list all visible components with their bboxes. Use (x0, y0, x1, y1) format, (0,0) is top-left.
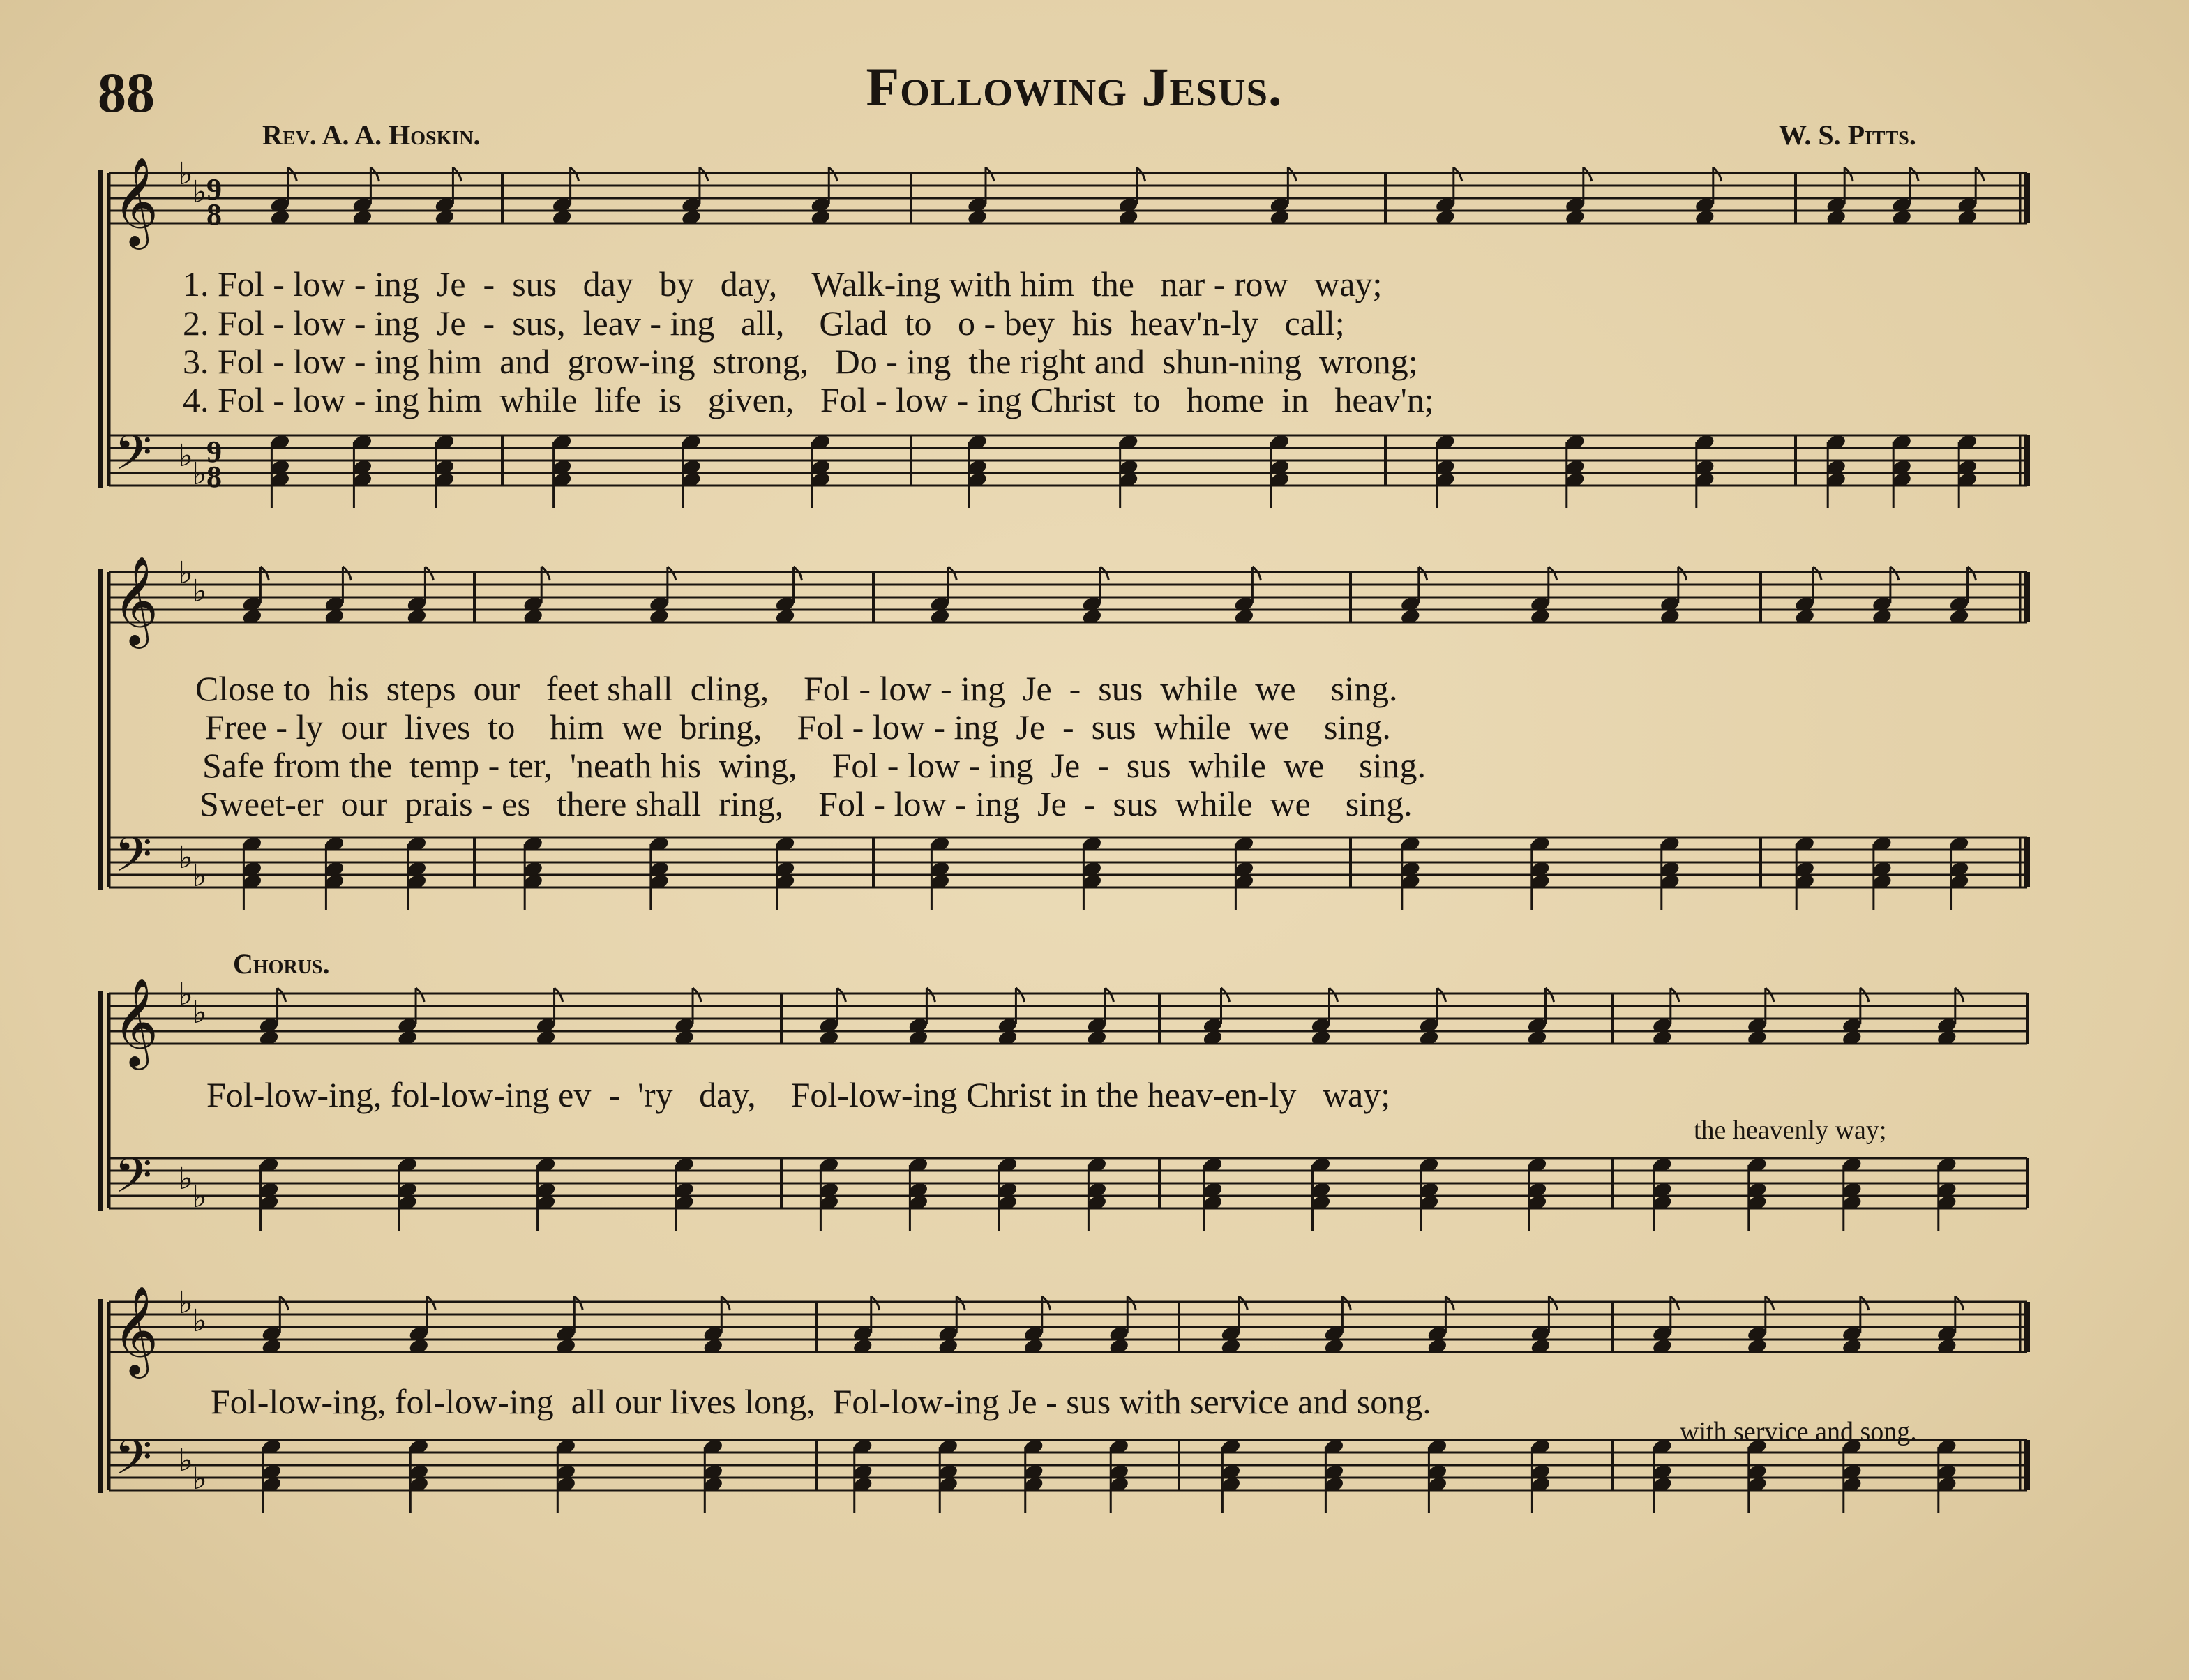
note-flag (555, 988, 563, 1002)
flat-icon: ♭ (193, 573, 207, 609)
chorus-line-1: Fol-low-ing, fol-low-ing ev - 'ry day, Fol-low-ing Christ in the heav-en-ly way; (206, 1075, 1391, 1114)
note-flag (1766, 988, 1774, 1002)
note-flag (948, 567, 956, 580)
note-flag (1100, 567, 1108, 580)
note-flag (1342, 1296, 1351, 1310)
chorus-echo-2: with service and song. (1680, 1417, 1917, 1446)
note-flag (837, 988, 845, 1002)
treble-clef-icon: 𝄞 (113, 977, 159, 1066)
flat-icon: ♭ (193, 1461, 207, 1497)
note-flag (700, 167, 708, 181)
note-flag (280, 1296, 288, 1310)
bass-clef-icon: 𝄢 (114, 424, 153, 493)
bass-clef-icon: 𝄢 (114, 1429, 153, 1497)
note-flag (1955, 1296, 1964, 1310)
note-flag (1860, 1296, 1869, 1310)
note-flag (1330, 988, 1338, 1002)
bass-clef-icon: 𝄢 (114, 826, 153, 894)
chorus-label: Chorus. (233, 948, 330, 980)
note-flag (986, 167, 994, 181)
note-flag (288, 167, 296, 181)
verse-2-line-2: Free - ly our lives to him we bring, Fol - low - ing Je - sus while we sing. (205, 707, 1391, 747)
flat-icon: ♭ (179, 1443, 193, 1478)
note-flag (1252, 567, 1261, 580)
flat-icon: ♭ (179, 156, 193, 192)
flat-icon: ♭ (179, 840, 193, 876)
chorus-line-2: Fol-low-ing, fol-low-ing all our lives long, Fol-low-ing Je - sus with service and song. (211, 1382, 1431, 1421)
flat-icon: ♭ (193, 456, 207, 492)
note-flag (956, 1296, 965, 1310)
verse-3-line-2: Safe from the temp - ter, 'neath his wing, Fol - low - ing Je - sus while we sing. (202, 746, 1426, 785)
note-flag (1976, 167, 1984, 181)
note-flag (1419, 567, 1427, 580)
note-flag (1671, 1296, 1679, 1310)
flat-icon: ♭ (179, 1161, 193, 1197)
flat-icon: ♭ (179, 555, 193, 591)
note-flag (1910, 167, 1918, 181)
verse-4-line-1: 4. Fol - low - ing him while life is given, Fol - low - ing Christ to home in heav'n; (183, 380, 1434, 419)
note-flag (1860, 988, 1869, 1002)
note-flag (794, 567, 802, 580)
chorus-echo-1: the heavenly way; (1694, 1116, 1887, 1145)
note-flag (668, 567, 676, 580)
note-flag (1671, 988, 1679, 1002)
page-number: 88 (98, 61, 155, 124)
treble-clef-icon: 𝄞 (113, 555, 159, 645)
note-flag (571, 167, 579, 181)
flat-icon: ♭ (179, 977, 193, 1012)
note-flag (1445, 1296, 1454, 1310)
note-flag (1766, 1296, 1774, 1310)
note-flag (1016, 988, 1024, 1002)
note-flag (1288, 167, 1296, 181)
note-flag (693, 988, 701, 1002)
note-flag (425, 567, 433, 580)
note-flag (1549, 567, 1557, 580)
flat-icon: ♭ (193, 174, 207, 210)
verse-2-line-1: 2. Fol - low - ing Je - sus, leav - ing all, Glad to o - bey his heav'n-ly call; (183, 303, 1345, 343)
composer-credit: W. S. Pitts. (1779, 119, 1916, 151)
verse-3-line-1: 3. Fol - low - ing him and grow-ing strong, Do - ing the right and shun-ning wrong; (183, 342, 1418, 381)
treble-clef-icon: 𝄞 (113, 156, 159, 246)
note-flag (1221, 988, 1230, 1002)
note-flag (1890, 567, 1899, 580)
note-flag (1546, 988, 1554, 1002)
note-flag (1955, 988, 1964, 1002)
note-flag (1549, 1296, 1557, 1310)
flat-icon: ♭ (193, 858, 207, 894)
flat-icon: ♭ (193, 995, 207, 1030)
note-flag (370, 167, 379, 181)
flat-icon: ♭ (193, 1179, 207, 1215)
note-flag (721, 1296, 730, 1310)
verse-4-line-2: Sweet-er our prais - es there shall ring, Fol - low - ing Je - sus while we sing. (200, 784, 1413, 823)
flat-icon: ♭ (193, 1303, 207, 1339)
note-flag (541, 567, 550, 580)
note-flag (829, 167, 837, 181)
bass-clef-icon: 𝄢 (114, 1147, 153, 1215)
note-flag (871, 1296, 880, 1310)
time-signature-top: 9 (206, 172, 222, 207)
time-signature-bottom: 8 (206, 197, 222, 232)
note-flag (1438, 988, 1446, 1002)
note-flag (1584, 167, 1592, 181)
note-flag (926, 988, 935, 1002)
flat-icon: ♭ (179, 438, 193, 474)
note-flag (1678, 567, 1687, 580)
note-flag (1239, 1296, 1247, 1310)
note-flag (574, 1296, 582, 1310)
treble-clef-icon: 𝄞 (113, 1285, 159, 1374)
note-flag (260, 567, 269, 580)
time-signature-top: 9 (206, 435, 222, 469)
verse-1-line-2: Close to his steps our feet shall cling, Fol - low - ing Je - sus while we sing. (195, 669, 1398, 708)
note-flag (416, 988, 424, 1002)
note-flag (1813, 567, 1821, 580)
verse-1-line-1: 1. Fol - low - ing Je - sus day by day, Walk-ing with him the nar - row way; (183, 264, 1383, 303)
note-flag (1454, 167, 1462, 181)
lyricist-credit: Rev. A. A. Hoskin. (262, 119, 481, 151)
note-flag (1105, 988, 1113, 1002)
note-flag (1137, 167, 1145, 181)
hymn-title: Following Jesus. (866, 57, 1283, 117)
note-flag (453, 167, 461, 181)
note-flag (1127, 1296, 1136, 1310)
note-flag (1968, 567, 1976, 580)
note-flag (1713, 167, 1722, 181)
note-flag (427, 1296, 435, 1310)
note-flag (1042, 1296, 1051, 1310)
note-flag (343, 567, 351, 580)
note-flag (1844, 167, 1853, 181)
note-flag (278, 988, 286, 1002)
flat-icon: ♭ (179, 1285, 193, 1321)
time-signature-bottom: 8 (206, 460, 222, 494)
